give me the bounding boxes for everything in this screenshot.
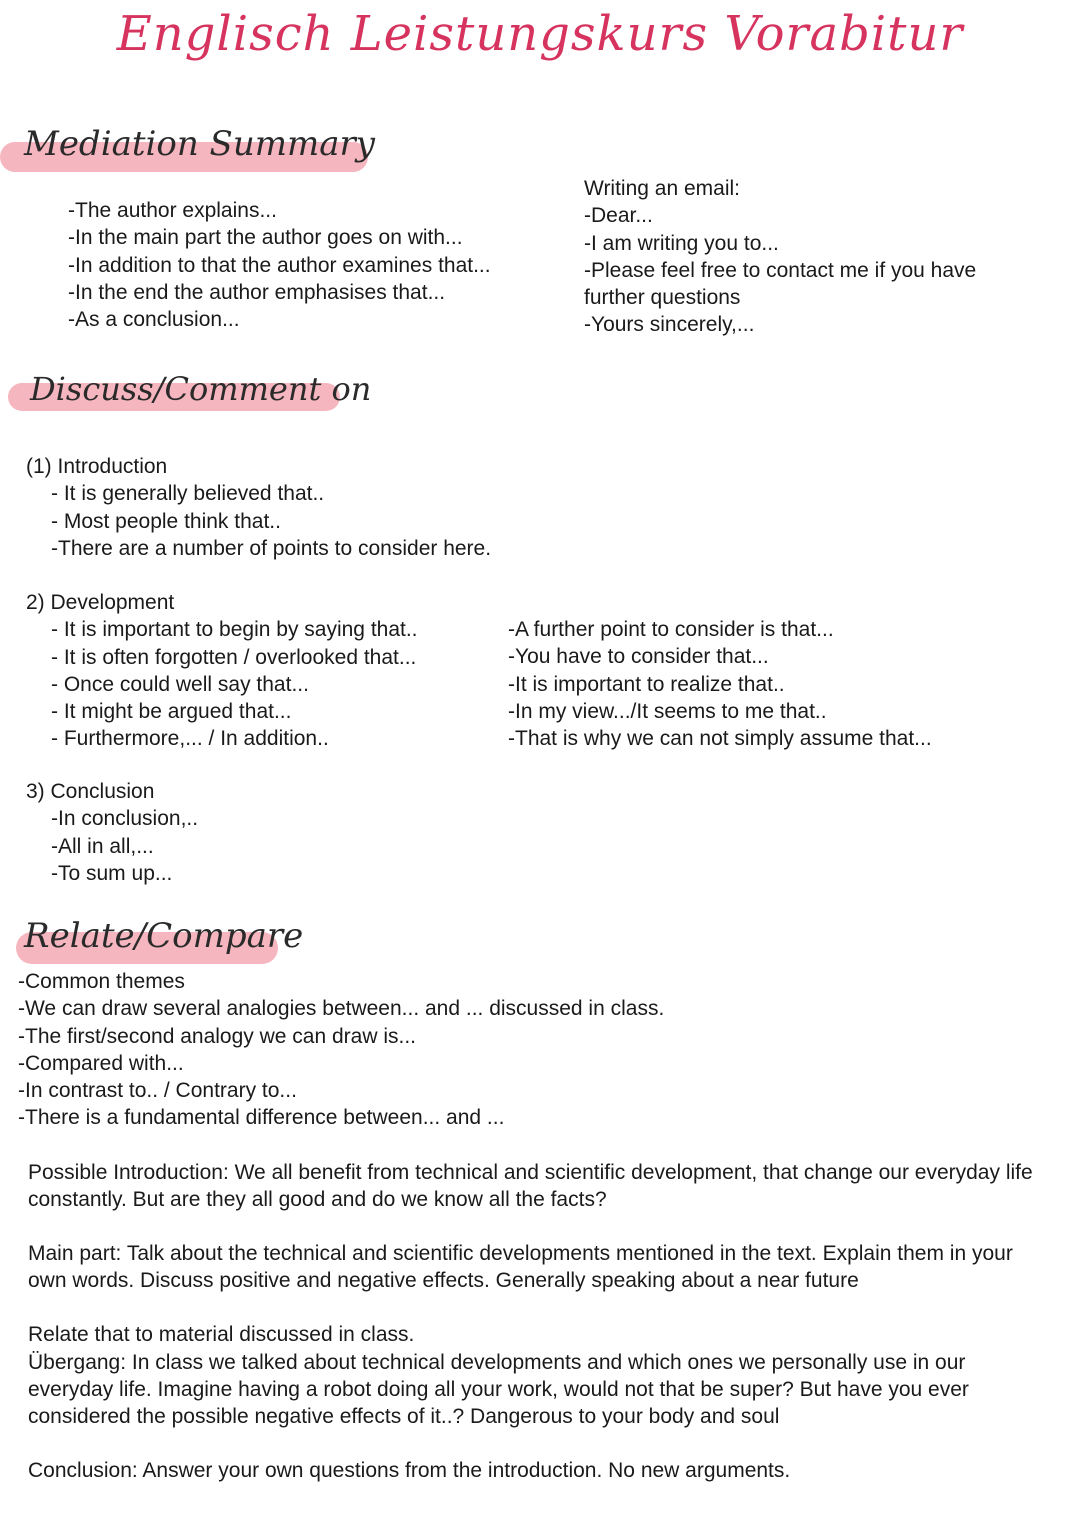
- list-item: - Once could well say that...: [51, 672, 309, 696]
- list-item: - Furthermore,... / In addition..: [51, 727, 329, 751]
- introduction-section: [26, 453, 491, 562]
- list-item: - Most people think that..: [51, 509, 281, 533]
- introduction-label: (1) Introduction: [26, 455, 168, 478]
- list-item: -The author explains...: [68, 199, 277, 222]
- list-item: -It is important to realize that..: [508, 672, 785, 696]
- development-label: 2) Development: [26, 591, 175, 614]
- list-item: -You have to consider that...: [508, 645, 769, 669]
- list-item: -There is a fundamental difference between... and ...: [18, 1106, 505, 1130]
- development-section: [26, 589, 418, 753]
- list-item: - It is generally believed that..: [51, 482, 325, 506]
- list-item: -Please feel free to contact me if you have: [584, 258, 977, 282]
- conclusion-label: 3) Conclusion: [26, 780, 155, 803]
- email-heading: Writing an email:: [584, 177, 741, 200]
- mediation-heading: Mediation Summary: [24, 124, 375, 164]
- list-item: further questions: [584, 286, 741, 310]
- list-item: -In contrast to.. / Contrary to...: [18, 1079, 297, 1103]
- list-item: -That is why we can not simply assume that...: [508, 727, 932, 751]
- possible-introduction-paragraph: Possible Introduction: We all benefit from technical and scientific development, that change our everyday life constantly. But are they all good and do we know all the facts?: [28, 1161, 1033, 1211]
- list-item: -We can draw several analogies between... and ... discussed in class.: [18, 997, 665, 1021]
- list-item: - It might be argued that...: [51, 700, 292, 724]
- list-item: -In my view.../It seems to me that..: [508, 699, 827, 723]
- list-item: -In the main part the author goes on with...: [68, 226, 463, 250]
- list-item: -I am writing you to...: [584, 231, 779, 255]
- list-item: -Common themes: [18, 970, 185, 993]
- list-item: -Dear...: [584, 204, 653, 228]
- list-item: -To sum up...: [51, 861, 173, 885]
- mediation-phrases: [68, 197, 491, 333]
- list-item: -As a conclusion...: [68, 308, 240, 332]
- relate-phrases: [18, 968, 664, 1132]
- list-item: -Yours sincerely,...: [584, 313, 755, 337]
- development-right-column: [508, 616, 932, 752]
- list-item: -In the end the author emphasises that...: [68, 280, 446, 304]
- relate-heading: Relate/Compare: [24, 916, 304, 956]
- conclusion-paragraph: Conclusion: Answer your own questions from the introduction. No new arguments.: [28, 1459, 791, 1482]
- list-item: -Compared with...: [18, 1051, 184, 1075]
- list-item: -All in all,...: [51, 834, 154, 858]
- conclusion-section: [26, 778, 198, 887]
- relate-line: Relate that to material discussed in class.: [28, 1323, 415, 1346]
- uebergang-paragraph: Übergang: In class we talked about technical developments and which ones we personally use in our everyday life. Imagine having a robot doing all your work, would not that be super? But have you ever considered the possible negative effects of it..? Dangerous to your body and soul: [28, 1351, 969, 1428]
- list-item: -A further point to consider is that...: [508, 618, 834, 641]
- page-title: Englisch Leistungskurs Vorabitur: [116, 6, 964, 62]
- discuss-heading: Discuss/Comment on: [30, 370, 372, 408]
- list-item: -In conclusion,..: [51, 807, 199, 831]
- list-item: -There are a number of points to consider here.: [51, 536, 492, 560]
- list-item: - It is important to begin by saying that..: [51, 618, 418, 642]
- list-item: -The first/second analogy we can draw is...: [18, 1024, 417, 1048]
- email-phrases: [584, 175, 976, 339]
- list-item: - It is often forgotten / overlooked that...: [51, 645, 417, 669]
- main-part-paragraph: Main part: Talk about the technical and scientific developments mentioned in the text. Explain them in your own words. Discuss positive and negative effects. Generally speaking about a near future: [28, 1242, 1013, 1292]
- list-item: -In addition to that the author examines that...: [68, 253, 491, 277]
